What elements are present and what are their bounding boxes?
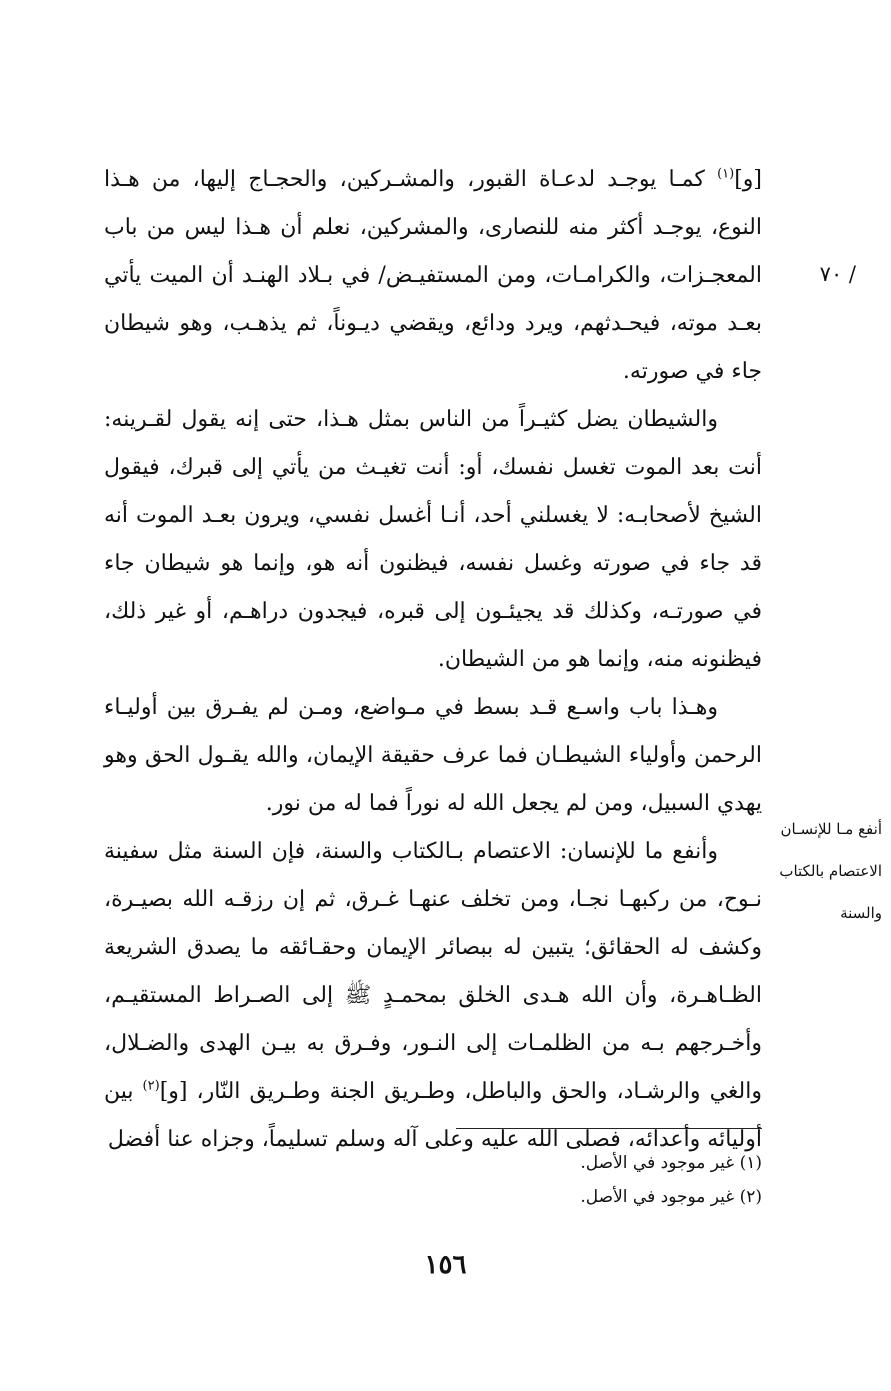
footnote-1: (١) غير موجود في الأصل. bbox=[580, 1153, 762, 1173]
margin-side-note bbox=[766, 808, 882, 934]
main-text-body bbox=[104, 156, 762, 1164]
page-number: ١٥٦ bbox=[424, 1250, 467, 1280]
footnote-divider bbox=[456, 1128, 762, 1129]
margin-note-line-1: أنفع مـا للإنسـان bbox=[780, 820, 882, 838]
margin-page-reference: / ٧٠ bbox=[819, 262, 856, 286]
paragraph-2: والشيطان يضل كثيـراً من الناس بمثل هـذا، حتى إنه يقول لقـرينه: أنت بعد الموت تغسل نفسك، أو: أنت تغيـث من يأتي إلى قبرك، فيقول الشيخ لأصحابـه: لا يغسلني أحد، أنـا أغسل نفسي، ويرون بعـد الموت أنه قد جاء في صورته وغسل نفسه، فيظنون أنه هو، وإنما هو شيطان جاء في صورتـه، وكذلك قد يجيئـون إلى قبره، فيجدون دراهـم، أو غير ذلك، فيظنونه منه، وإنما هو من الشيطان. bbox=[104, 407, 762, 672]
paragraph-4-text-after: بين أوليائه وأعدائه، فصلى الله عليه وعلى آله وسلم تسليماً، وجزاه عنا أفضل bbox=[104, 1079, 762, 1152]
footnote-marker-1[interactable]: (١) bbox=[717, 166, 735, 182]
margin-note-line-2: الاعتصام بالكتاب bbox=[779, 862, 882, 880]
paragraph-1 bbox=[104, 156, 762, 396]
bracket-insertion: [و] bbox=[734, 167, 762, 192]
footnote-marker-2[interactable]: (٢) bbox=[142, 1078, 160, 1094]
footnote-2: (٢) غير موجود في الأصل. bbox=[580, 1187, 762, 1207]
paragraph-3: وهـذا باب واسـع قـد بسط في مـواضع، ومـن لم يفـرق بين أوليـاء الرحمن وأولياء الشيطـان فما عرف حقيقة الإيمان، والله يقـول الحق وهو يهدي السبيل، ومن لم يجعل الله له نوراً فما له من نور. bbox=[104, 695, 762, 816]
footnotes bbox=[470, 1146, 762, 1214]
bracket-insertion-2: [و] bbox=[159, 1079, 188, 1104]
margin-note-line-3: والسنة bbox=[840, 904, 882, 922]
paragraph-4-text-before: وأنفع ما للإنسان: الاعتصام بـالكتاب والسنة، فإن السنة مثل سفينة نـوح، من ركبهـا نجـا، ومن تخلف عنهـا غـرق، ثم إن رزقـه الله بصيـرة، وكشف له الحقائق؛ يتبين له ببصائر الإيمان وحقـائقه ما يصدق الشريعة الظـاهـرة، وأن الله هـدى الخلق بمحمـدٍ ﷺ إلى الصـراط المستقيـم، وأخـرجهم بـه من الظلمـات إلى النـور، وفـرق به بيـن الهدى والضـلال، والغي والرشـاد، والحق والباطل، وطـريق الجنة وطـريق النّار، bbox=[104, 839, 762, 1104]
paragraph-4 bbox=[104, 828, 762, 1164]
paragraph-1-text: كمـا يوجـد لدعـاة القبور، والمشـركين، والحجـاج إليها، من هـذا النوع، يوجـد أكثر منه للنصارى، والمشركين، نعلم أن هـذا ليس من باب المعجـزات، والكرامـات، ومن المستفيـض/ في بـلاد الهنـد أن الميت يأتي بعـد موته، فيحـدثهم، ويرد ودائع، ويقضي ديـوناً، ثم يذهـب، وهو شيطان جاء في صورته. bbox=[104, 167, 762, 384]
